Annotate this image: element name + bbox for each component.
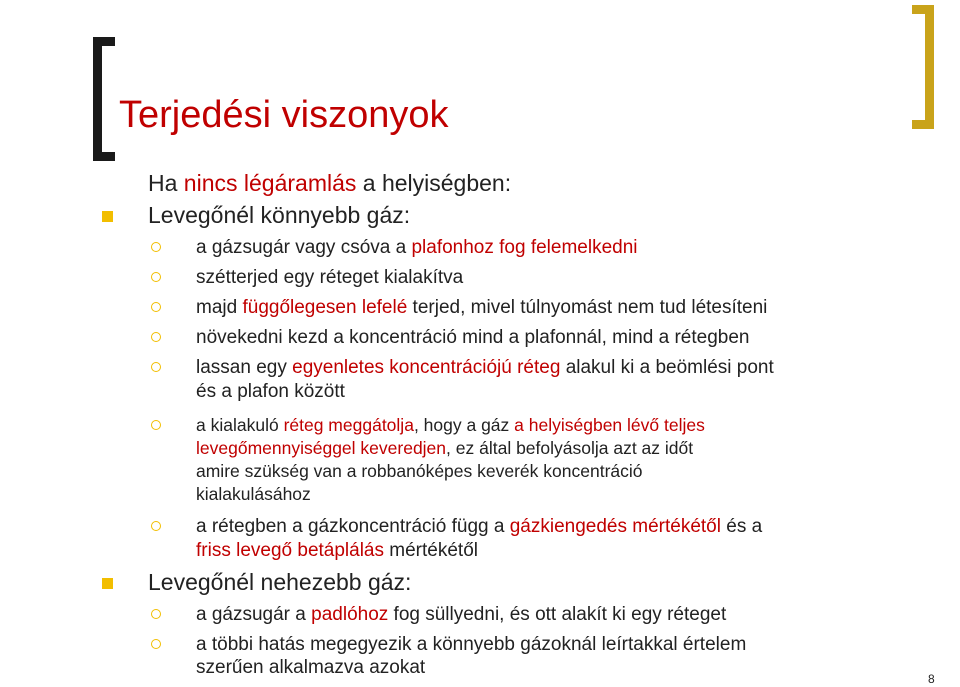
- square-bullet-icon: [102, 211, 113, 222]
- circle-bullet-icon: [151, 242, 161, 252]
- list-item: a többi hatás megegyezik a könnyebb gázoknál leírtakkal értelem: [196, 634, 747, 655]
- text-run: és a: [720, 516, 763, 537]
- text-run: alakul ki a beömlési pont: [560, 357, 774, 378]
- highlight-run: nincs légáramlás: [183, 170, 357, 196]
- circle-bullet-icon: [151, 609, 161, 619]
- list-item: növekedni kezd a koncentráció mind a plafonnál, mind a rétegben: [196, 327, 750, 348]
- lighter-gas-heading: Levegőnél könnyebb gáz:: [148, 202, 411, 228]
- highlight-run: egyenletes koncentrációjú réteg: [292, 357, 561, 378]
- text-run: a helyiségben:: [356, 170, 512, 196]
- heavier-gas-heading: Levegőnél nehezebb gáz:: [148, 569, 412, 595]
- circle-bullet-icon: [151, 639, 161, 649]
- highlight-run: réteg meggátolja: [283, 415, 414, 435]
- list-item-continuation: [196, 437, 693, 459]
- list-item: [196, 236, 638, 259]
- text-run: , ez által befolyásolja azt az időt: [446, 438, 694, 458]
- list-item: [196, 603, 726, 626]
- highlight-run: friss levegő betáplálás: [196, 540, 384, 561]
- circle-bullet-icon: [151, 521, 161, 531]
- circle-bullet-icon: [151, 272, 161, 282]
- list-item: [196, 515, 762, 538]
- list-item: szétterjed egy réteget kialakítva: [196, 267, 464, 288]
- list-item-continuation: szerűen alkalmazva azokat: [196, 657, 426, 678]
- text-run: mértékétől: [384, 540, 478, 561]
- text-run: a rétegben a gázkoncentráció függ a: [196, 516, 510, 537]
- list-item-continuation: kialakulásához: [196, 484, 311, 504]
- highlight-run: függőlegesen lefelé: [242, 297, 408, 318]
- list-item: [196, 296, 767, 319]
- circle-bullet-icon: [151, 420, 161, 430]
- highlight-run: a helyiségben lévő teljes: [514, 415, 705, 435]
- highlight-run: plafonhoz fog felemelkedni: [411, 237, 638, 258]
- list-item: [196, 356, 774, 379]
- text-run: terjed, mivel túlnyomást nem tud létesíteni: [407, 297, 768, 318]
- slide-title: Terjedési viszonyok: [119, 94, 449, 136]
- text-run: , hogy a gáz: [413, 415, 515, 435]
- text-run: a gázsugár vagy csóva a: [196, 237, 412, 258]
- circle-bullet-icon: [151, 302, 161, 312]
- list-item-continuation: és a plafon között: [196, 381, 345, 402]
- square-bullet-icon: [102, 578, 113, 589]
- list-item-continuation: amire szükség van a robbanóképes keverék koncentráció: [196, 461, 643, 481]
- page-number: 8: [928, 672, 935, 686]
- intro-line: [148, 169, 511, 197]
- highlight-run: padlóhoz: [311, 604, 389, 625]
- text-run: lassan egy: [196, 357, 293, 378]
- text-run: Ha: [148, 170, 184, 196]
- highlight-run: gázkiengedés mértékétől: [509, 516, 721, 537]
- circle-bullet-icon: [151, 332, 161, 342]
- highlight-run: levegőmennyiséggel keveredjen: [196, 438, 447, 458]
- text-run: majd: [196, 297, 243, 318]
- text-run: fog süllyedni, és ott alakít ki egy réteget: [388, 604, 727, 625]
- text-run: a kialakuló: [196, 415, 284, 435]
- list-item-continuation: [196, 539, 478, 562]
- list-item: [196, 414, 705, 436]
- circle-bullet-icon: [151, 362, 161, 372]
- text-run: a gázsugár a: [196, 604, 312, 625]
